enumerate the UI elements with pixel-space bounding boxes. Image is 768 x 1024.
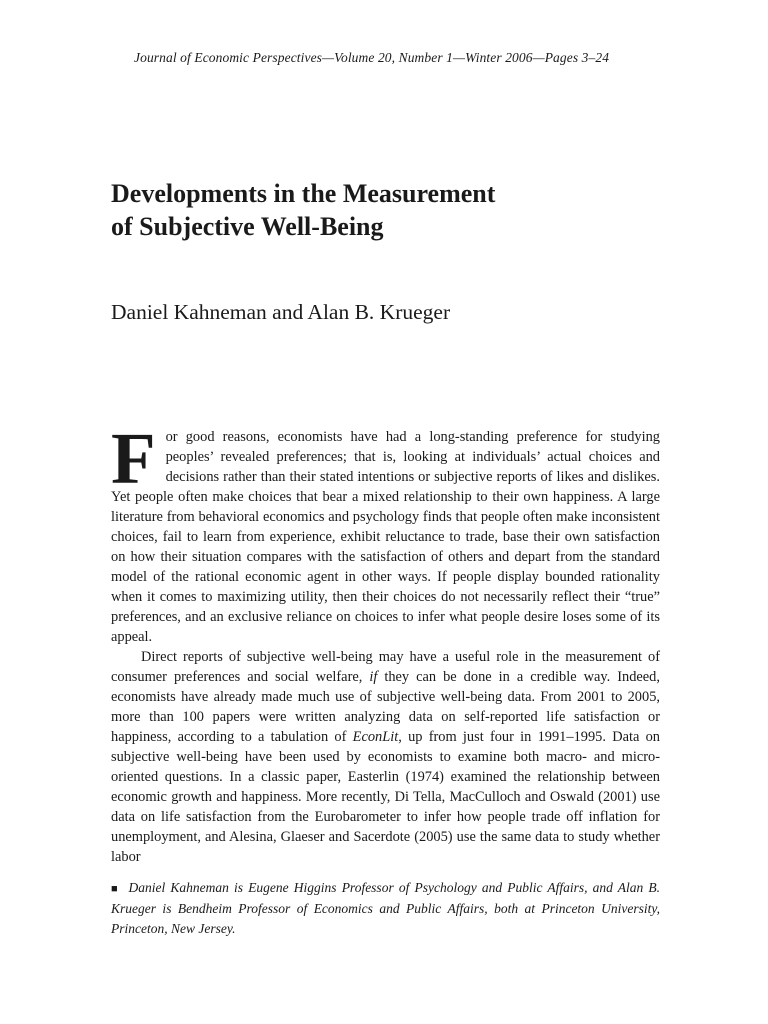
title-line-2: of Subjective Well-Being — [111, 212, 384, 241]
emphasis-econlit: EconLit — [352, 729, 399, 745]
paragraph-2-part-b: they can be done in a credible way. Indeed, economists have already made much use of subjective well-being data. From 2001 to 2005, more than 100 papers were written analyzing data on self-reported life satisfaction or happiness, according to a tabulation of — [111, 669, 660, 745]
paragraph-1 — [111, 418, 660, 647]
title-line-1: Developments in the Measurement — [111, 179, 496, 208]
author-footnote — [111, 878, 660, 939]
paragraph-2-part-c: , up from just four in 1991–1995. Data on subjective well-being have been used by economists to examine both macro- and micro-oriented questions. In a classic paper, Easterlin (1974) examined the relationship between economic growth and happiness. More recently, Di Tella, MacCulloch and Oswald (2001) use data on life satisfaction from the Eurobarometer to infer how people trade off inflation for unemployment, and Alesina, Glaeser and Sacerdote (2005) use the same data to study whether labor — [111, 729, 660, 865]
article-body — [111, 418, 660, 867]
paragraph-2-part-a: Direct reports of subjective well-being may have a useful role in the measurement of consumer preferences and social welfare, — [111, 649, 660, 685]
footnote-text: Daniel Kahneman is Eugene Higgins Professor of Psychology and Public Affairs, and Alan B. Krueger is Bendheim Professor of Economics and Public Affairs, both at Princeton University, Princeton, New Jersey. — [111, 880, 660, 936]
paragraph-2 — [111, 647, 660, 867]
article-title — [111, 177, 671, 243]
author-line: Daniel Kahneman and Alan B. Krueger — [111, 300, 451, 324]
footnote-square-icon: ■ — [111, 883, 120, 895]
paragraph-1-text: or good reasons, economists have had a long-standing preference for studying peoples’ revealed preferences; that is, looking at individuals’ actual choices and decisions rather than their stated intentions or subjective reports of likes and dislikes. Yet people often make choices that bear a mixed relationship to their own happiness. A large literature from behavioral economics and psychology finds that people often make inconsistent choices, fail to learn from experience, exhibit reluctance to trade, base their own satisfaction on how their situation compares with the satisfaction of others and depart from the standard model of the rational economic agent in other ways. If people display bounded rationality when it comes to maximizing utility, then their choices do not necessarily reflect their “true” preferences, and an exclusive reliance on choices to infer what people desire loses some of its appeal. — [111, 429, 660, 645]
drop-cap: F — [111, 418, 156, 499]
emphasis-if: if — [369, 669, 378, 685]
running-head: Journal of Economic Perspectives—Volume 20, Number 1—Winter 2006—Pages 3–24 — [134, 50, 610, 65]
